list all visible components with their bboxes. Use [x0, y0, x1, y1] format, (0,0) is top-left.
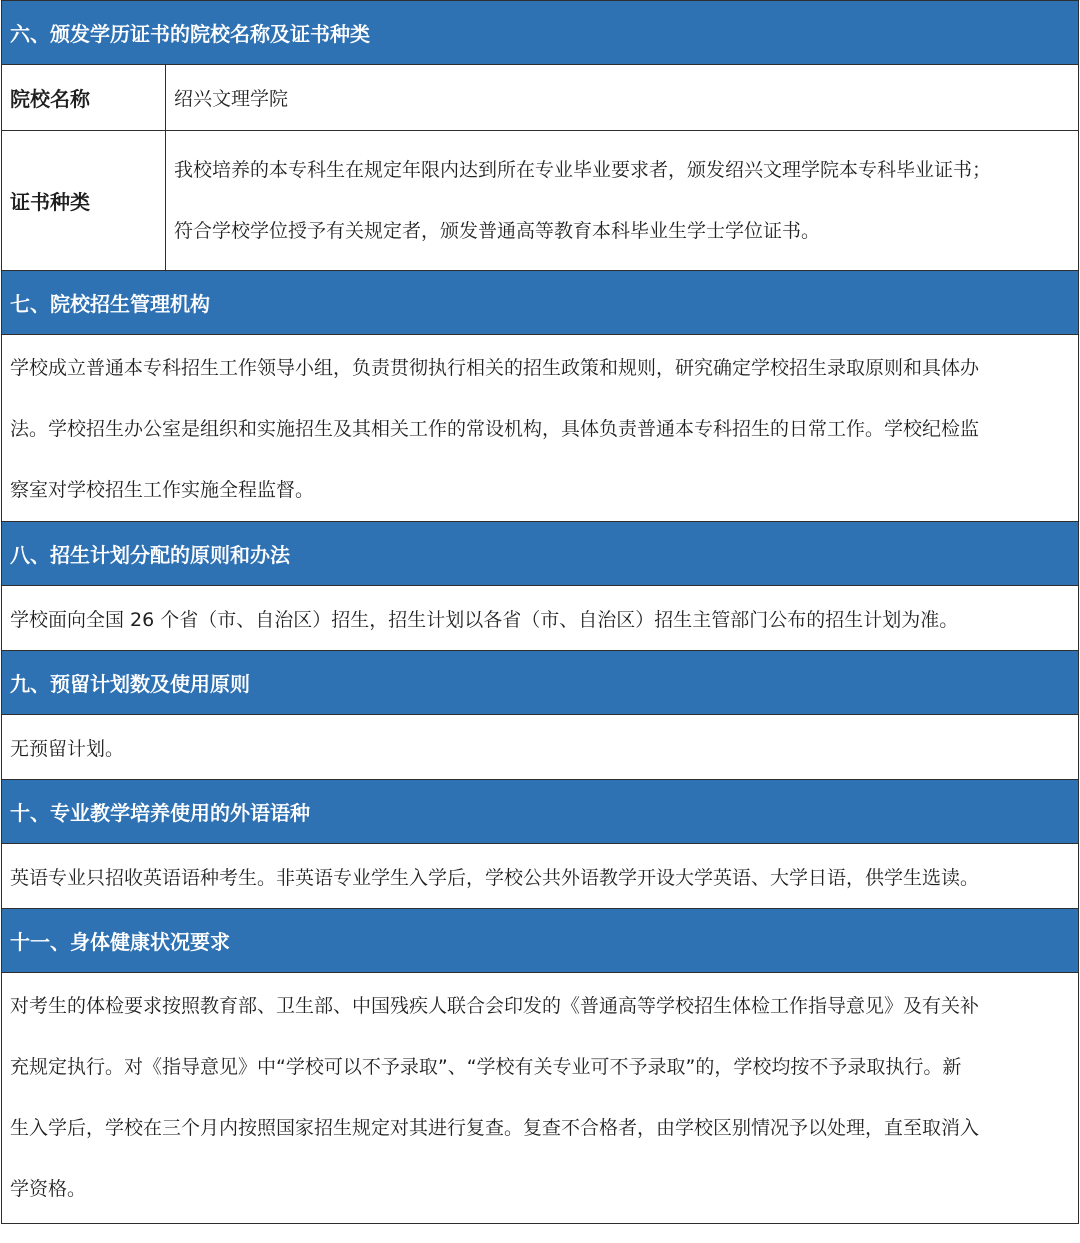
section-11-line-2: 充规定执行。对《指导意见》中“学校可以不予录取”、“学校有关专业可不予录取”的，学校均按不予录取执行。新 [10, 1056, 962, 1078]
section-6-header: 六、颁发学历证书的院校名称及证书种类 [2, 1, 1078, 65]
section-7-line-2: 法。学校招生办公室是组织和实施招生及其相关工作的常设机构，具体负责普通本专科招生的日常工作。学校纪检监 [10, 418, 980, 440]
certificate-line-1: 我校培养的本专科生在规定年限内达到所在专业毕业要求者，颁发绍兴文理学院本专科毕业证书； [174, 158, 992, 181]
certificate-type-label: 证书种类 [2, 131, 166, 270]
section-11-line-4: 学资格。 [10, 1178, 87, 1200]
section-11-body [2, 973, 1078, 1223]
school-name-value: 绍兴文理学院 [174, 88, 289, 110]
section-11-header: 十一、身体健康状况要求 [2, 909, 1078, 973]
certificate-type-row [2, 131, 1078, 271]
school-name-label: 院校名称 [2, 65, 166, 130]
section-10-header: 十、专业教学培养使用的外语语种 [2, 780, 1078, 844]
section-7-line-3: 察室对学校招生工作实施全程监督。 [10, 479, 315, 501]
section-8-body: 学校面向全国 26 个省（市、自治区）招生，招生计划以各省（市、自治区）招生主管部门公布的招生计划为准。 [2, 586, 1078, 651]
section-9-body: 无预留计划。 [2, 715, 1078, 780]
section-11-line-1: 对考生的体检要求按照教育部、卫生部、中国残疾人联合会印发的《普通高等学校招生体检工作指导意见》及有关补 [10, 995, 980, 1017]
certificate-type-value [166, 131, 1078, 270]
section-10-body: 英语专业只招收英语语种考生。非英语专业学生入学后，学校公共外语教学开设大学英语、大学日语，供学生选读。 [2, 844, 1078, 909]
section-7-line-1: 学校成立普通本专科招生工作领导小组，负责贯彻执行相关的招生政策和规则，研究确定学校招生录取原则和具体办 [10, 357, 980, 379]
school-name-row [2, 65, 1078, 131]
section-7-header: 七、院校招生管理机构 [2, 271, 1078, 335]
section-11-line-3: 生入学后，学校在三个月内按照国家招生规定对其进行复查。复查不合格者，由学校区别情况予以处理，直至取消入 [10, 1117, 980, 1139]
section-9-header: 九、预留计划数及使用原则 [2, 651, 1078, 715]
admission-info-table [1, 0, 1079, 1224]
section-8-header: 八、招生计划分配的原则和办法 [2, 522, 1078, 586]
certificate-line-2: 符合学校学位授予有关规定者，颁发普通高等教育本科毕业生学士学位证书。 [174, 219, 821, 242]
section-7-body [2, 335, 1078, 522]
